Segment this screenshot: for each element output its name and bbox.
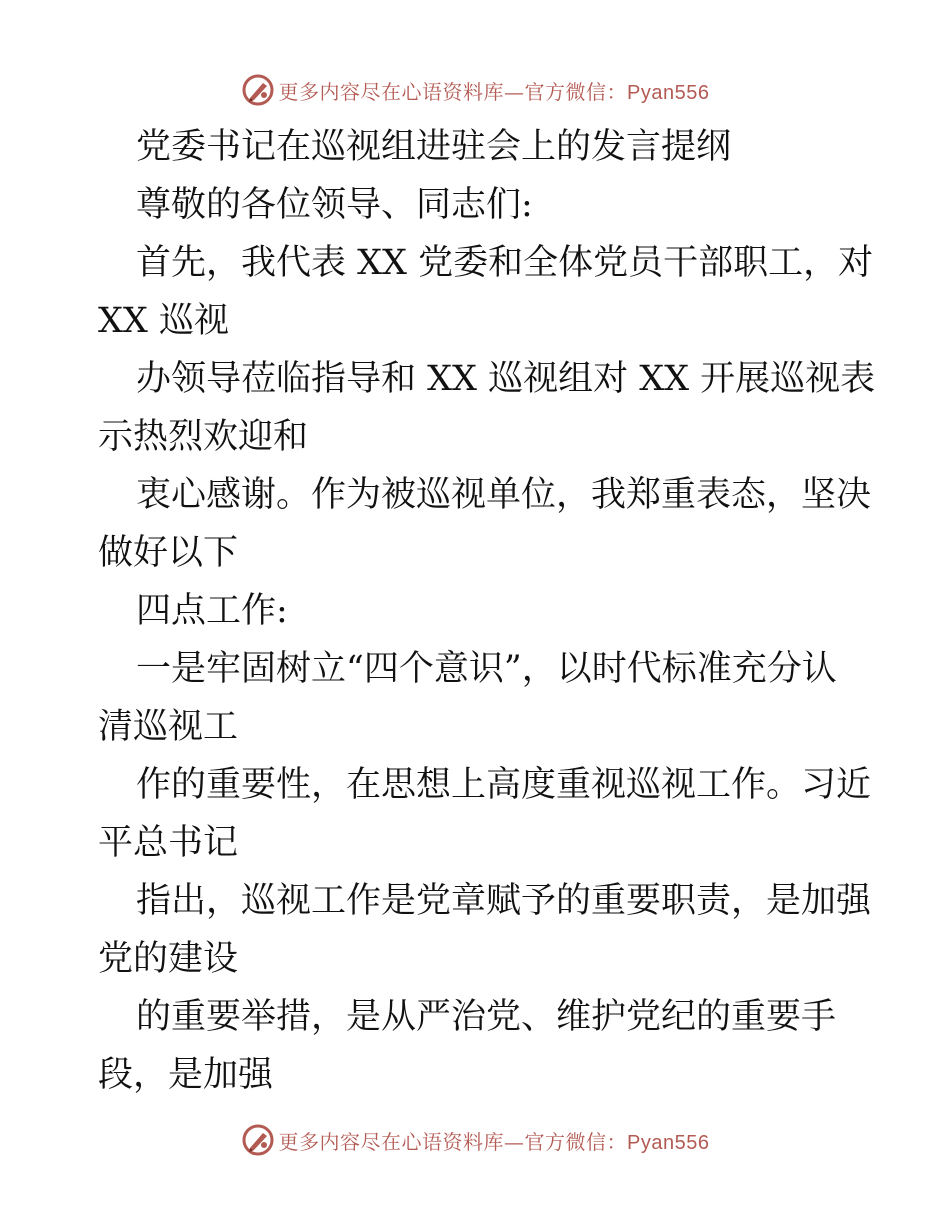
text-line: 做好以下 xyxy=(98,533,239,573)
text-line: 衷心感谢。作为被巡视单位，我郑重表态，坚决 xyxy=(136,475,872,515)
text-line: 办领导莅临指导和 XX 巡视组对 XX 开展巡视表 xyxy=(136,359,876,399)
pen-seal-icon xyxy=(241,73,275,107)
text-line: 首先，我代表 XX 党委和全体党员干部职工，对 xyxy=(136,243,874,283)
text-line: 党的建设 xyxy=(98,939,239,979)
text-line: 平总书记 xyxy=(98,823,239,863)
watermark-text: 更多内容尽在心语资料库—官方微信：Pyan556 xyxy=(278,79,710,104)
text-line: 一是牢固树立“四个意识”，以时代标准充分认 xyxy=(136,649,837,689)
document-body xyxy=(0,118,950,1104)
text-line: XX 巡视 xyxy=(98,301,229,341)
text-line: 作的重要性，在思想上高度重视巡视工作。习近 xyxy=(136,765,872,805)
watermark-header xyxy=(0,70,950,110)
text-line: 清巡视工 xyxy=(98,707,239,747)
text-line: 的重要举措，是从严治党、维护党纪的重要手 xyxy=(136,997,837,1037)
text-line: 四点工作: xyxy=(136,591,288,631)
text-line: 示热烈欢迎和 xyxy=(98,417,309,457)
text-line: 尊敬的各位领导、同志们: xyxy=(136,185,533,225)
text-line: 段，是加强 xyxy=(98,1055,274,1095)
document-title: 党委书记在巡视组进驻会上的发言提纲 xyxy=(136,127,732,167)
text-line: 指出，巡视工作是党章赋予的重要职责，是加强 xyxy=(136,881,872,921)
watermark-footer xyxy=(0,1120,950,1160)
pen-seal-icon xyxy=(241,1123,275,1157)
watermark-text: 更多内容尽在心语资料库—官方微信：Pyan556 xyxy=(278,1129,710,1154)
